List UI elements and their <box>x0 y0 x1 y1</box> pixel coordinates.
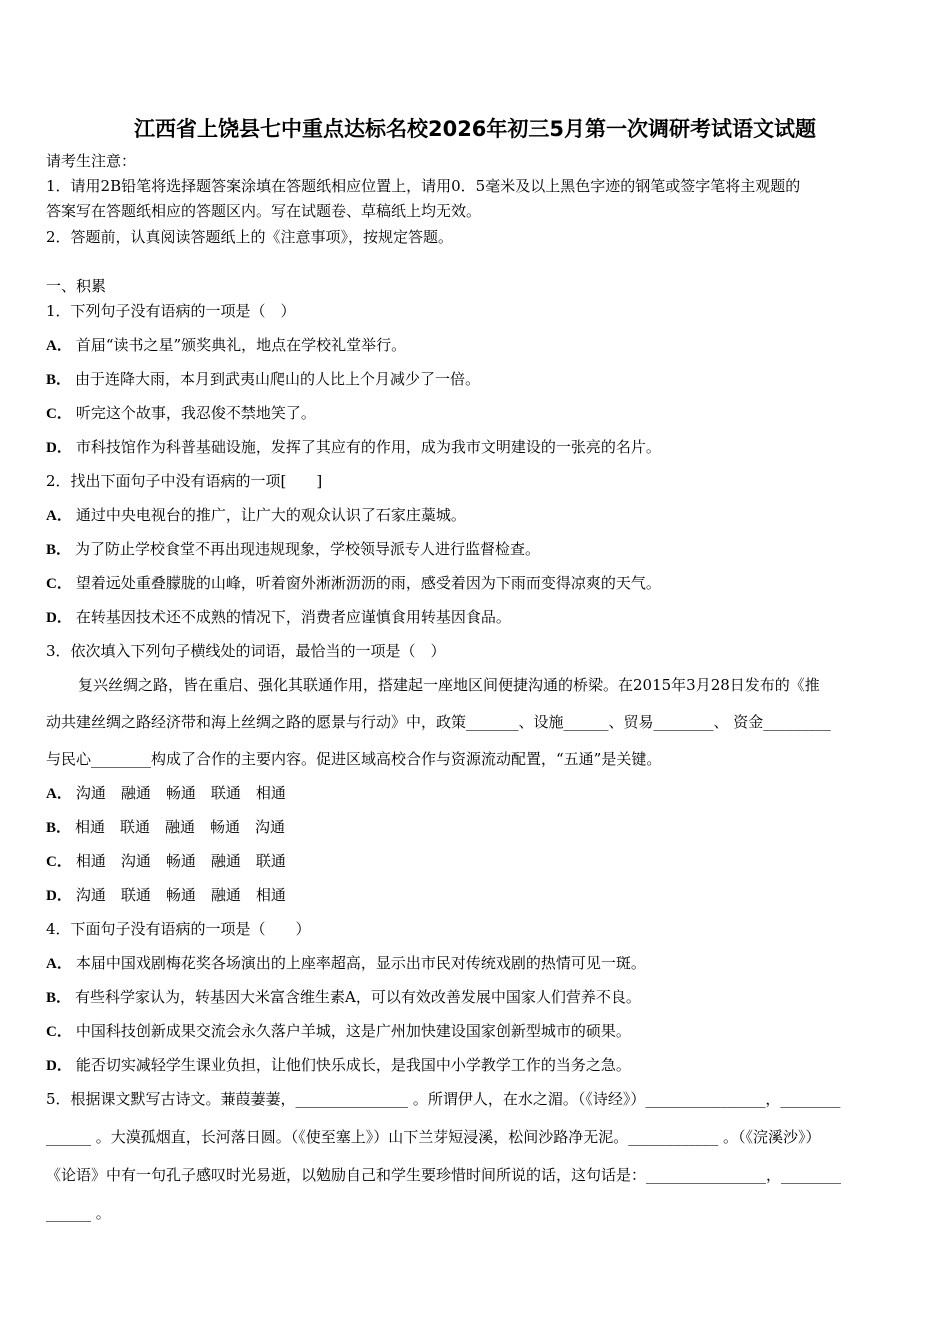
section-heading: 一、积累 <box>46 277 107 295</box>
option-letter: D． <box>46 440 72 456</box>
option-text: 中国科技创新成果交流会永久落户羊城，这是广州加快建设国家创新型城市的硕果。 <box>75 1022 631 1040</box>
option-letter: A． <box>46 786 72 802</box>
option <box>46 817 906 838</box>
passage-line: 与民心________构成了合作的主要内容。促进区域高校合作与资源流动配置，“五通”是关键。 <box>46 750 662 768</box>
option <box>46 783 906 804</box>
option-letter: B． <box>46 542 72 558</box>
option <box>46 573 906 594</box>
option <box>46 851 906 872</box>
option <box>46 607 906 628</box>
option <box>46 335 906 356</box>
notice-line: 1．请用2B铅笔将选择题答案涂填在答题纸相应位置上，请用0．5毫米及以上黑色字迹的钢笔或签字笔将主观题的 <box>46 177 801 195</box>
option-letter: C． <box>46 406 72 422</box>
option <box>46 885 906 906</box>
option-text: 在转基因技术还不成熟的情况下，消费者应谨慎食用转基因食品。 <box>75 608 511 626</box>
option-letter: A． <box>46 338 72 354</box>
option-text: 沟通 联通 畅通 融通 相通 <box>75 886 286 904</box>
option-letter: C． <box>46 854 72 870</box>
option <box>46 539 906 560</box>
option <box>46 505 906 526</box>
option-text: 望着远处重叠朦胧的山峰，听着窗外淅淅沥沥的雨，感受着因为下雨而变得凉爽的天气。 <box>75 574 661 592</box>
option <box>46 1055 906 1076</box>
option-text: 为了防止学校食堂不再出现违规现象，学校领导派专人进行监督检查。 <box>75 540 541 558</box>
option-text: 首届“读书之星”颁奖典礼，地点在学校礼堂举行。 <box>75 336 407 354</box>
option-text: 相通 沟通 畅通 融通 联通 <box>75 852 286 870</box>
question-stem: 1．下列句子没有语病的一项是（ ） <box>46 302 296 320</box>
question-line: 《论语》中有一句孔子感叹时光易逝，以勉励自己和学生要珍惜时间所说的话，这句话是：________________，________ <box>46 1166 842 1184</box>
passage-line: 复兴丝绸之路，皆在重启、强化其联通作用，搭建起一座地区间便捷沟通的桥梁。在2015年3月28日发布的《推 <box>78 676 820 694</box>
option-letter: D． <box>46 610 72 626</box>
notice-line: 答案写在答题纸相应的答题区内。写在试题卷、草稿纸上均无效。 <box>46 202 482 220</box>
option-letter: C． <box>46 1024 72 1040</box>
option-text: 市科技馆作为科普基础设施，发挥了其应有的作用，成为我市文明建设的一张亮的名片。 <box>75 438 661 456</box>
notice-heading: 请考生注意： <box>46 152 137 170</box>
option <box>46 437 906 458</box>
question-stem: 4．下面句子没有语病的一项是（ ） <box>46 920 311 938</box>
option-letter: B． <box>46 372 72 388</box>
option-letter: A． <box>46 956 72 972</box>
option-letter: D． <box>46 1058 72 1074</box>
option-text: 有些科学家认为，转基因大米富含维生素A，可以有效改善发展中国家人们营养不良。 <box>75 988 641 1006</box>
option-letter: A． <box>46 508 72 524</box>
option <box>46 369 906 390</box>
question-line: ______ 。 <box>46 1204 111 1222</box>
option-letter: D． <box>46 888 72 904</box>
notice-line: 2．答题前，认真阅读答题纸上的《注意事项》，按规定答题。 <box>46 228 454 246</box>
question-stem: 2．找出下面句子中没有语病的一项[ ] <box>46 472 323 490</box>
option-text: 听完这个故事，我忍俊不禁地笑了。 <box>75 404 316 422</box>
option <box>46 953 906 974</box>
option <box>46 987 906 1008</box>
option-text: 通过中央电视台的推广，让广大的观众认识了石家庄藁城。 <box>75 506 466 524</box>
option-text: 相通 联通 融通 畅通 沟通 <box>75 818 286 836</box>
option-text: 本届中国戏剧梅花奖各场演出的上座率超高，显示出市民对传统戏剧的热情可见一斑。 <box>75 954 646 972</box>
question-stem: 5．根据课文默写古诗文。蒹葭萋萋，_______________ 。所谓伊人，在水之湄。（《诗经》）________________，________ <box>46 1090 841 1108</box>
option-text: 能否切实减轻学生课业负担，让他们快乐成长，是我国中小学教学工作的当务之急。 <box>75 1056 631 1074</box>
question-stem: 3．依次填入下列句子横线处的词语，最恰当的一项是（ ） <box>46 642 446 660</box>
option-text: 沟通 融通 畅通 联通 相通 <box>75 784 286 802</box>
option <box>46 403 906 424</box>
page-title: 江西省上饶县七中重点达标名校2026年初三5月第一次调研考试语文试题 <box>133 117 817 141</box>
option <box>46 1021 906 1042</box>
option-text: 由于连降大雨，本月到武夷山爬山的人比上个月减少了一倍。 <box>75 370 481 388</box>
question-line: ______ 。大漠孤烟直，长河落日圆。（《使至塞上》）山下兰芽短浸溪，松间沙路净无泥。____________ 。（《浣溪沙》） <box>46 1128 821 1146</box>
option-letter: B． <box>46 990 72 1006</box>
passage-line: 动共建丝绸之路经济带和海上丝绸之路的愿景与行动》中，政策_______、设施______、贸易________、 资金_________ <box>46 713 831 731</box>
option-letter: B． <box>46 820 72 836</box>
option-letter: C． <box>46 576 72 592</box>
